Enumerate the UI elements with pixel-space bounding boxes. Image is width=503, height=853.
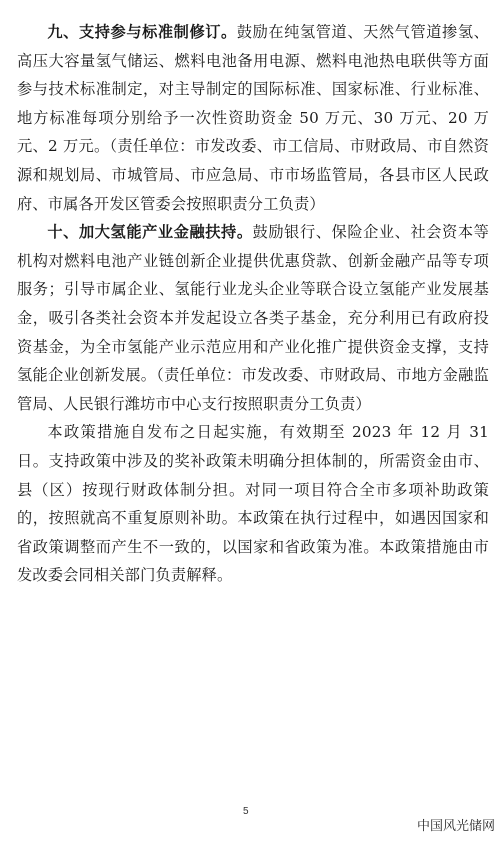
page-number: 5 bbox=[243, 806, 249, 817]
watermark-text: 中国风光储网 bbox=[416, 819, 495, 834]
section-nine bbox=[17, 18, 489, 218]
section-nine-body: 鼓励在纯氢管道、天然气管道掺氢、高压大容量氢气储运、燃料电池备用电源、燃料电池热电联供等方面参与技术标准制定，对主导制定的国际标准、国家标准、行业标准、地方标准每项分别给予一次性资助资金 50 万元、30 万元、20 万元、2 万元。（责任单位：市发改委、市工信局、市财政局、市自然资源和规划局、市城管局、市应急局、市市场监管局，各县市区人民政府、市属各开发区管委会按照职责分工负责） bbox=[17, 23, 490, 213]
document-page bbox=[17, 18, 489, 590]
section-ten bbox=[17, 218, 489, 418]
section-ten-body: 鼓励银行、保险企业、社会资本等机构对燃料电池产业链创新企业提供优惠贷款、创新金融产品等专项服务；引导市属企业、氢能行业龙头企业等联合设立氢能产业发展基金，吸引各类社会资本并发起设立各类子基金，充分利用已有政府投资基金，为全市氢能产业示范应用和产业化推广提供资金支撑，支持氢能企业创新发展。（责任单位：市发改委、市财政局、市地方金融监管局、人民银行潍坊市中心支行按照职责分工负责） bbox=[17, 223, 489, 413]
closing-paragraph: 本政策措施自发布之日起实施，有效期至 2023 年 12 月 31 日。支持政策中涉及的奖补政策未明确分担体制的，所需资金由市、县（区）按现行财政体制分担。对同一项目符合全市多项补助政策的，按照就高不重复原则补助。本政策在执行过程中，如遇因国家和省政策调整而产生不一致的，以国家和省政策为准。本政策措施由市发改委会同相关部门负责解释。 bbox=[17, 423, 489, 585]
section-ten-heading: 十、加大氢能产业金融扶持。 bbox=[47, 223, 253, 242]
section-nine-heading: 九、支持参与标准制修订。 bbox=[47, 23, 237, 41]
